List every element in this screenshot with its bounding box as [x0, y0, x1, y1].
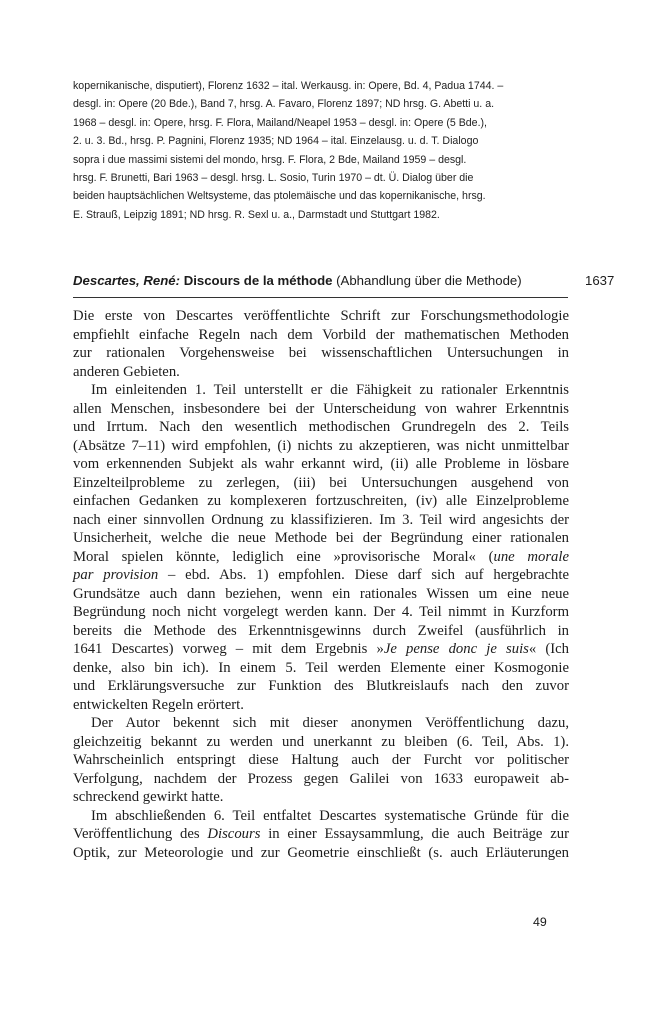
body-line: Die erste von Descartes veröffentlichte Schrift zur Forschungsmethodologie	[73, 308, 569, 324]
body-line	[73, 825, 569, 844]
entry-work-title: Discours de la méthode	[183, 273, 333, 288]
body-line: Begründung noch nicht vorgelegt werden kann. Der 4. Teil nimmt in Kurzform	[73, 604, 569, 620]
body-italic-run: Discours	[207, 826, 261, 842]
body-line: einfachen Gedanken zu komplexeren fortzuschreiten, (iv) alle Einzelprobleme	[73, 493, 569, 509]
body-line: Unsicherheit, welche die neue Methode bei der Begründung einer rationalen	[73, 530, 569, 546]
body-italic-run: par provision	[73, 567, 159, 583]
entry-heading	[73, 271, 568, 291]
bibliography-block	[73, 77, 573, 224]
body-line: und Irrtum. Nach den wesentlich methodischen Grundregeln des 2. Teils	[73, 419, 569, 435]
body-line: denke, also bin ich). In einem 5. Teil werden Elemente einer Kosmogonie	[73, 659, 569, 676]
body-line: Im abschließenden 6. Teil entfaltet Descartes systematische Gründe für die	[91, 807, 569, 824]
entry-author: Descartes, René:	[73, 273, 181, 288]
entry-body	[73, 307, 569, 862]
bibliography-line: kopernikanische, disputiert), Florenz 1632 – ital. Werkausg. in: Opere, Bd. 4, Padua 1744. –	[73, 80, 504, 92]
body-line: vom erkennenden Subjekt als wahr erkannt wird, (ii) alle Probleme in lösbare	[73, 456, 569, 472]
body-text-run: Veröffentlichung des	[73, 826, 208, 842]
entry-year: 1637	[585, 273, 615, 288]
body-line: und Erklärungsversuche zur Funktion des Blutkreislaufs nach den zuvor	[73, 678, 569, 694]
body-line	[73, 640, 569, 659]
heading-rule	[73, 297, 568, 298]
body-line	[73, 566, 569, 585]
body-line: entwickelten Regeln erörtert.	[73, 696, 244, 713]
body-text-run: « (Ich	[528, 641, 569, 657]
entry-translation: (Abhandlung über die Methode)	[336, 273, 522, 288]
page-number: 49	[533, 915, 547, 929]
bibliography-line: E. Strauß, Leipzig 1891; ND hrsg. R. Sexl u. a., Darmstadt und Stuttgart 1982.	[73, 208, 440, 221]
bibliography-line: beiden hauptsächlichen Weltsysteme, das ptolemäische und das kopernikanische, hrsg.	[73, 190, 486, 203]
body-italic-run: une morale	[493, 548, 569, 565]
body-line: Der Autor bekennt sich mit dieser anonymen Veröffentlichung dazu,	[91, 715, 569, 731]
body-text-run: in einer Essaysammlung, die auch Beiträge zur	[260, 826, 569, 842]
body-line: Einzelteilprobleme zu zerlegen, (iii) bei Untersuchungen ausgehend von	[73, 474, 569, 491]
body-line: Wahrscheinlich entspringt diese Haltung auch der Furcht vor politischer	[73, 752, 569, 768]
body-text-run: – ebd. Abs. 1) empfohlen. Diese darf sich auf hergebrachte	[158, 567, 569, 583]
bibliography-line: sopra i due massimi sistemi del mondo, hrsg. F. Flora, 2 Bde, Mailand 1959 – desgl.	[73, 153, 467, 166]
body-italic-run: Je pense donc je suis	[383, 641, 529, 657]
body-line	[73, 548, 569, 567]
body-line: bereits die Methode des Erkenntnisgewinns durch Zweifel (ausführlich in	[73, 622, 569, 639]
body-line: zur rationalen Vorgehensweise bei wissenschaftlichen Untersuchungen in	[73, 345, 569, 361]
body-text-run: Moral spielen könnte, lediglich eine »provisorische Moral« (	[73, 548, 494, 565]
body-line: (Absätze 7–11) wird empfohlen, (i) nichts zu akzeptieren, was nicht unmittelbar	[73, 437, 569, 454]
body-line: schreckend gewirkt hatte.	[73, 789, 224, 805]
body-line: nach einer sinnvollen Ordnung zu klassifizieren. Im 3. Teil wird angesichts der	[73, 511, 569, 528]
bibliography-line: desgl. in: Opere (20 Bde.), Band 7, hrsg. A. Favaro, Florenz 1897; ND hrsg. G. Abetti u. a.	[73, 98, 495, 111]
body-text-run: 1641 Descartes) vorweg – mit dem Ergebnis »	[73, 641, 384, 657]
body-line: Verfolgung, nachdem der Prozess gegen Galilei von 1633 europaweit ab-	[73, 770, 569, 787]
body-line: Grundsätze auch dann beziehen, wenn ein rationales Wissen um eine neue	[73, 585, 569, 602]
body-line: Optik, zur Meteorologie und zur Geometrie einschließt (s. auch Erläuterungen	[73, 844, 569, 861]
body-line: Im einleitenden 1. Teil unterstellt er die Fähigkeit zu rationaler Erkenntnis	[91, 382, 569, 398]
body-line: empfiehlt einfache Regeln nach dem Vorbild der mathematischen Methoden	[73, 326, 569, 343]
body-line: gleichzeitig bekannt zu werden und unerkannt zu bleiben (6. Teil, Abs. 1).	[73, 733, 569, 750]
bibliography-line: 2. u. 3. Bd., hrsg. P. Pagnini, Florenz 1935; ND 1964 – ital. Einzelausg. u. d. T. Dialogo	[73, 135, 479, 148]
body-line: allen Menschen, insbesondere bei der Unterscheidung von wahrer Erkenntnis	[73, 400, 569, 417]
body-line: anderen Gebieten.	[73, 363, 180, 380]
bibliography-line: hrsg. F. Brunetti, Bari 1963 – desgl. hrsg. L. Sosio, Turin 1970 – dt. Ü. Dialog über die	[73, 172, 474, 185]
bibliography-line: 1968 – desgl. in: Opere, hrsg. F. Flora, Mailand/Neapel 1953 – desgl. in: Opere (5 Bde.),	[73, 116, 487, 129]
